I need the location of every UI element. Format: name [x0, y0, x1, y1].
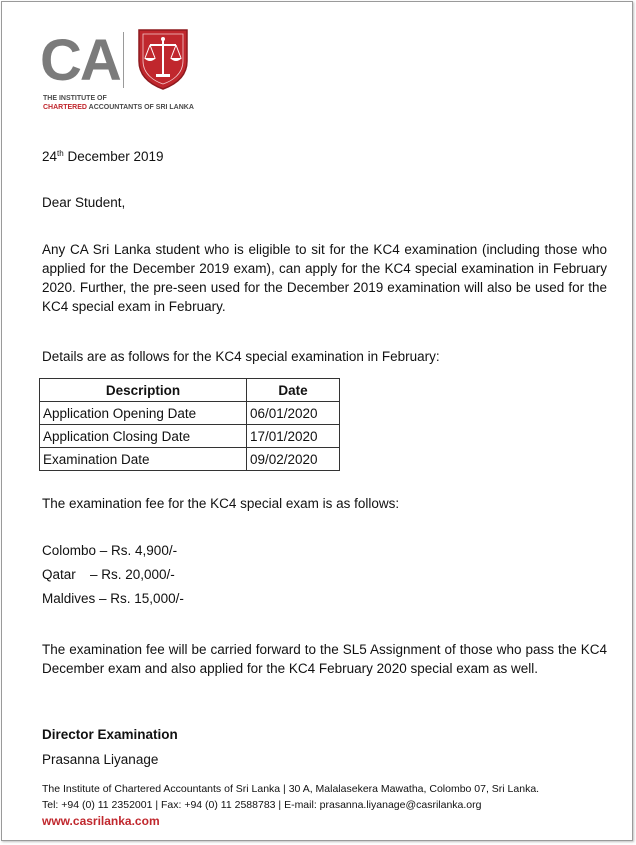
logo-line-1: THE INSTITUTE OF — [43, 95, 107, 102]
fee-location: Qatar — [42, 567, 76, 582]
footer-contact: Tel: +94 (0) 11 2352001 | Fax: +94 (0) 11 2588783 | E-mail: prasanna.liyanage@casrilanka.org — [42, 799, 482, 811]
letter-page — [1, 1, 633, 841]
signatory-title: Director Examination — [42, 727, 178, 742]
header-description: Description — [40, 379, 247, 402]
fee-amount: – Rs. 15,000/- — [95, 591, 184, 606]
table-header-row — [40, 379, 340, 402]
table-row — [40, 425, 340, 448]
fee-qatar — [42, 567, 175, 582]
table-row — [40, 448, 340, 471]
fee-amount: – Rs. 20,000/- — [90, 567, 175, 582]
row-description: Application Closing Date — [40, 425, 247, 448]
table-row — [40, 402, 340, 425]
header-date: Date — [247, 379, 340, 402]
salutation: Dear Student, — [42, 195, 126, 210]
row-date: 09/02/2020 — [247, 448, 340, 471]
row-date: 17/01/2020 — [247, 425, 340, 448]
details-intro: Details are as follows for the KC4 special examination in February: — [42, 349, 440, 364]
fee-intro: The examination fee for the KC4 special exam is as follows: — [42, 496, 400, 511]
fee-colombo — [42, 543, 177, 558]
row-description: Application Opening Date — [40, 402, 247, 425]
intro-paragraph: Any CA Sri Lanka student who is eligible to sit for the KC4 examination (including those who applied for the December 2019 exam), can apply for the KC4 special examination in February 2020. Further, the pre-seen used for the December 2019 examination will also be used for the KC4 special exam in February. — [42, 242, 607, 314]
date-month-year: December 2019 — [63, 149, 164, 164]
carry-forward-paragraph: The examination fee will be carried forward to the SL5 Assignment of those who pass the KC4 December exam and also applied for the KC4 February 2020 special exam as well. — [42, 642, 607, 676]
logo-line-2-rest: ACCOUNTANTS OF SRI LANKA — [86, 104, 194, 111]
signatory-name: Prasanna Liyanage — [42, 752, 159, 767]
date-suffix: th — [57, 149, 64, 158]
row-description: Examination Date — [40, 448, 247, 471]
row-date: 06/01/2020 — [247, 402, 340, 425]
logo-divider — [123, 32, 124, 88]
fee-maldives — [42, 591, 184, 606]
fee-amount: – Rs. 4,900/- — [96, 543, 178, 558]
fee-location: Colombo — [42, 543, 97, 558]
schedule-table — [39, 378, 340, 471]
ca-logo — [40, 24, 210, 116]
footer-address: The Institute of Chartered Accountants of Sri Lanka | 30 A, Malalasekera Mawatha, Colombo 07, Sri Lanka. — [42, 783, 540, 795]
footer-website-link[interactable]: www.casrilanka.com — [42, 814, 160, 828]
letter-date — [42, 144, 164, 166]
scales-of-justice-icon — [136, 27, 190, 91]
logo-line-2 — [43, 104, 194, 111]
logo-line-2-red: CHARTERED — [43, 104, 87, 111]
date-day: 24 — [42, 149, 58, 164]
logo-mark-text: CA — [40, 28, 120, 93]
fee-location: Maldives — [42, 591, 96, 606]
